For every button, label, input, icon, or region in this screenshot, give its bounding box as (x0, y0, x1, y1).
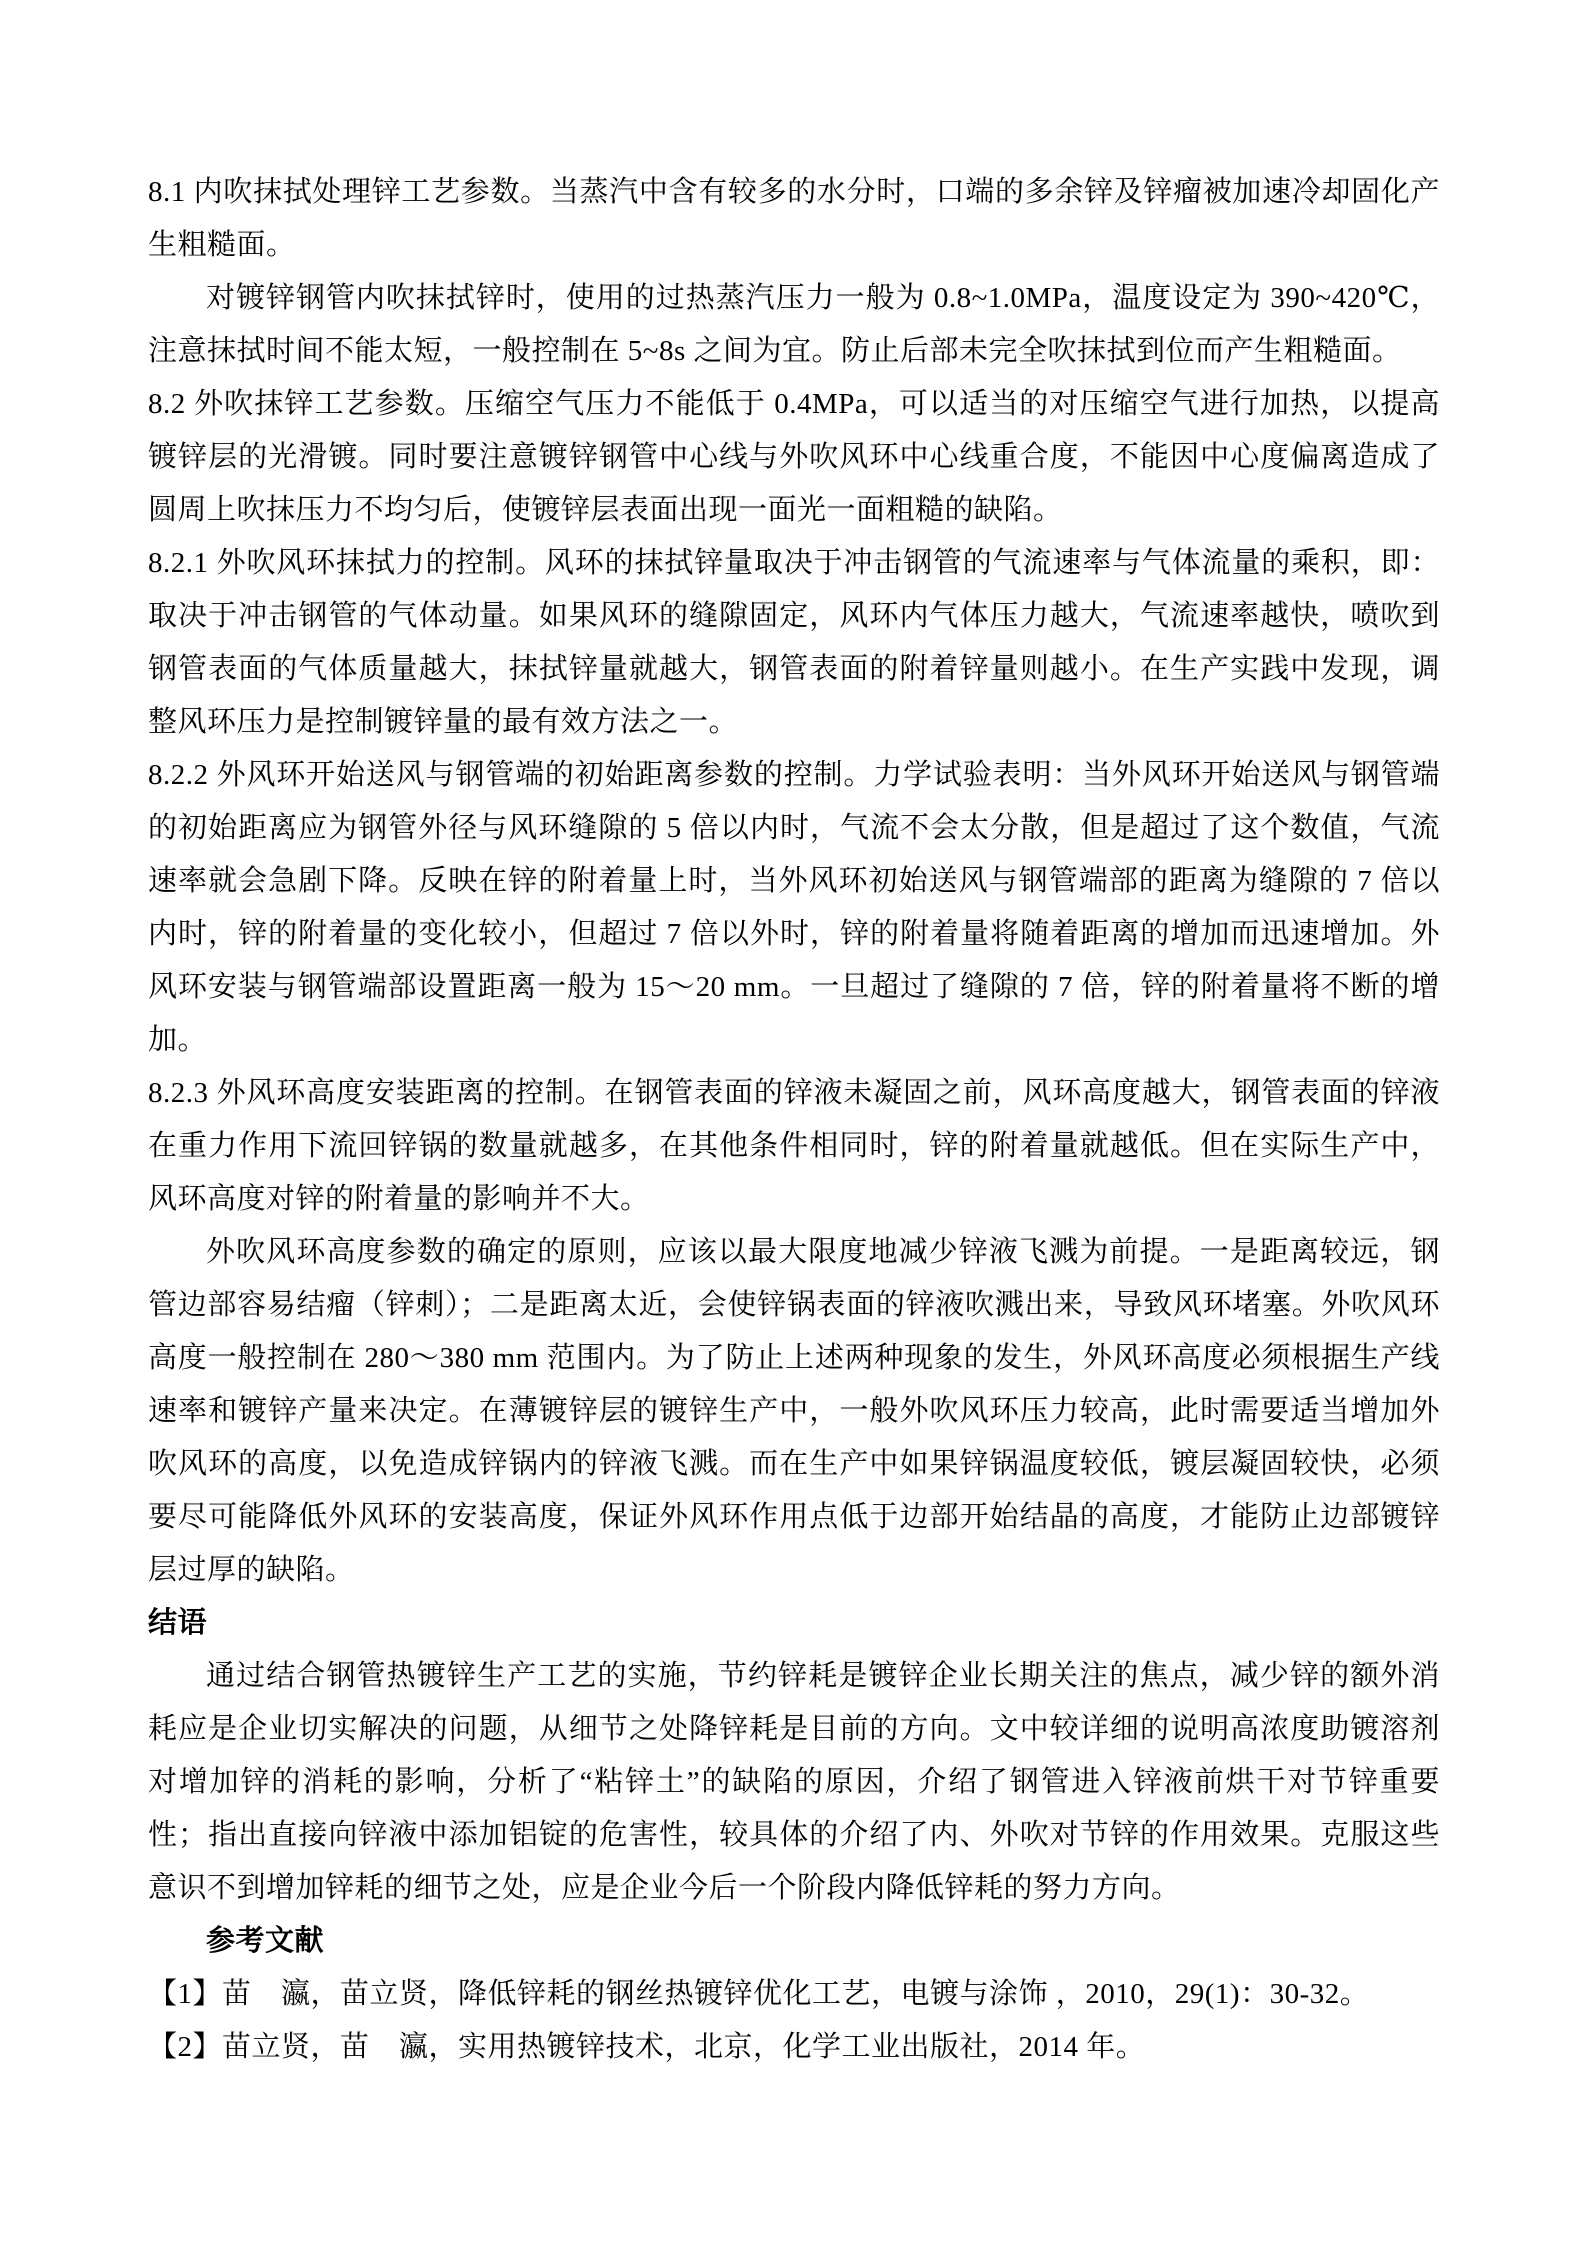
references-heading: 参考文献 (206, 1925, 325, 1957)
paragraph-8-2-3-ring-height: 8.2.3 外风环高度安装距离的控制。在钢管表面的锌液未凝固之前，风环高度越大，钢管表面的锌液在重力作用下流回锌锅的数量就越多，在其他条件相同时，锌的附着量就越低。但在实际生产中，风环高度对锌的附着量的影响并不大。 (148, 1077, 1440, 1215)
paragraph-8-2-outer-blow-wiping: 8.2 外吹抹锌工艺参数。压缩空气压力不能低于 0.4MPa，可以适当的对压缩空气进行加热，以提高镀锌层的光滑镀。同时要注意镀锌钢管中心线与外吹风环中心线重合度，不能因中心度偏离造成了圆周上吹抹压力不均匀后，使镀锌层表面出现一面光一面粗糙的缺陷。 (148, 388, 1440, 526)
paragraph-steam-pressure: 对镀锌钢管内吹抹拭锌时，使用的过热蒸汽压力一般为 0.8~1.0MPa，温度设定为 390~420℃，注意抹拭时间不能太短，一般控制在 5~8s 之间为宜。防止后部未完全吹抹拭到位而产生粗糙面。 (148, 282, 1440, 367)
paragraph-ring-height-principle: 外吹风环高度参数的确定的原则，应该以最大限度地减少锌液飞溅为前提。一是距离较远，钢管边部容易结瘤（锌刺）；二是距离太近，会使锌锅表面的锌液吹溅出来，导致风环堵塞。外吹风环高度一般控制在 280～380 mm 范围内。为了防止上述两种现象的发生，外风环高度必须根据生产线速率和镀锌产量来决定。在薄镀锌层的镀锌生产中，一般外吹风环压力较高，此时需要适当增加外吹风环的高度，以免造成锌锅内的锌液飞溅。而在生产中如果锌锅温度较低，镀层凝固较快，必须要尽可能降低外风环的安装高度，保证外风环作用点低于边部开始结晶的高度，才能防止边部镀锌层过厚的缺陷。 (148, 1236, 1440, 1586)
document-content (148, 166, 1440, 2074)
paragraph-8-1-inner-blow-wiping: 8.1 内吹抹拭处理锌工艺参数。当蒸汽中含有较多的水分时，口端的多余锌及锌瘤被加速冷却固化产生粗糙面。 (148, 176, 1440, 261)
paragraph-8-2-2-initial-distance: 8.2.2 外风环开始送风与钢管端的初始距离参数的控制。力学试验表明：当外风环开始送风与钢管端的初始距离应为钢管外径与风环缝隙的 5 倍以内时，气流不会太分散，但是超过了这个数值，气流速率就会急剧下降。反映在锌的附着量上时，当外风环初始送风与钢管端部的距离为缝隙的 7 倍以内时，锌的附着量的变化较小，但超过 7 倍以外时，锌的附着量将随着距离的增加而迅速增加。外风环安装与钢管端部设置距离一般为 15～20 mm。一旦超过了缝隙的 7 倍，锌的附着量将不断的增加。 (148, 759, 1440, 1056)
paragraph-8-2-1-air-ring-force: 8.2.1 外吹风环抹拭力的控制。风环的抹拭锌量取决于冲击钢管的气流速率与气体流量的乘积，即：取决于冲击钢管的气体动量。如果风环的缝隙固定，风环内气体压力越大，气流速率越快，喷吹到钢管表面的气体质量越大，抹拭锌量就越大，钢管表面的附着锌量则越小。在生产实践中发现，调整风环压力是控制镀锌量的最有效方法之一。 (148, 547, 1440, 738)
reference-item-2: 【2】苗立贤，苗 瀛，实用热镀锌技术，北京，化学工业出版社，2014 年。 (148, 2031, 1146, 2063)
conclusion-heading: 结语 (148, 1607, 208, 1639)
paragraph-conclusion: 通过结合钢管热镀锌生产工艺的实施，节约锌耗是镀锌企业长期关注的焦点，减少锌的额外消耗应是企业切实解决的问题，从细节之处降锌耗是目前的方向。文中较详细的说明高浓度助镀溶剂对增加锌的消耗的影响，分析了“粘锌土”的缺陷的原因，介绍了钢管进入锌液前烘干对节锌重要性；指出直接向锌液中添加铝锭的危害性，较具体的介绍了内、外吹对节锌的作用效果。克服这些意识不到增加锌耗的细节之处，应是企业今后一个阶段内降低锌耗的努力方向。 (148, 1660, 1440, 1904)
reference-item-1: 【1】苗 瀛，苗立贤，降低锌耗的钢丝热镀锌优化工艺，电镀与涂饰 ，2010，29(1)：30-32。 (148, 1978, 1370, 2010)
